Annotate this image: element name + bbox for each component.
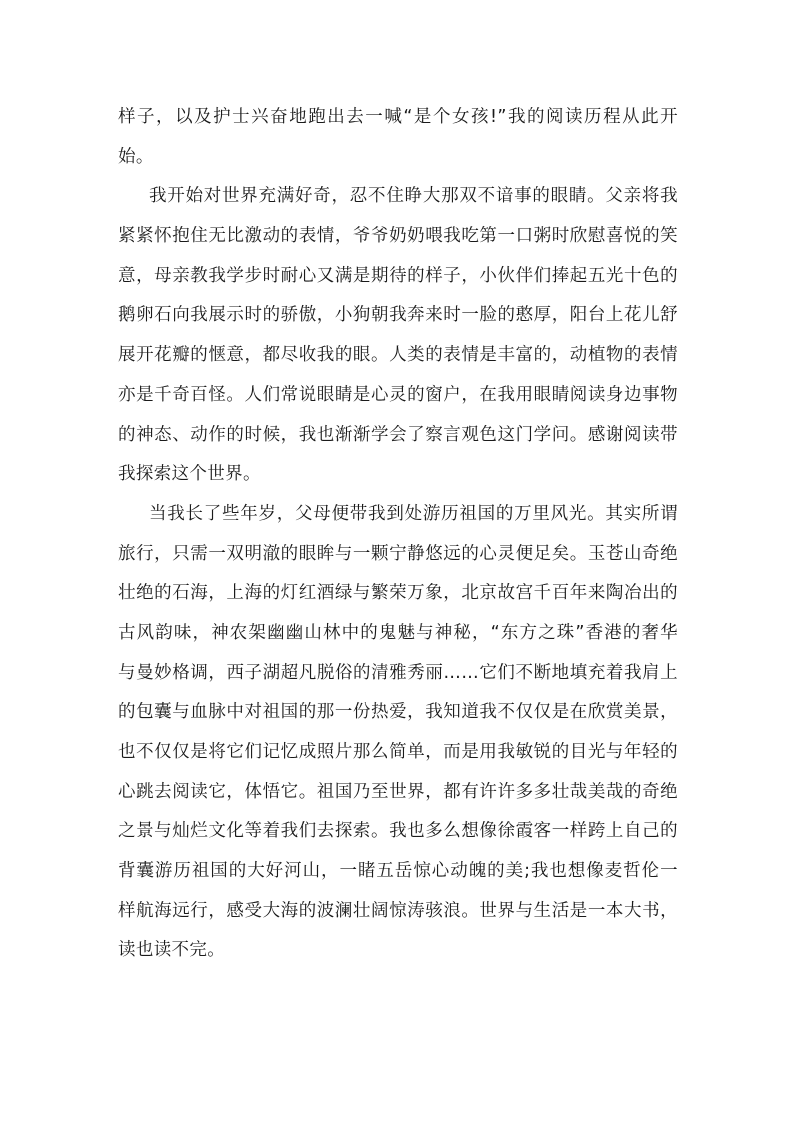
text-line: 展开花瓣的惬意，都尽收我的眼。人类的表情是丰富的，动植物的表情 xyxy=(118,345,678,366)
text-line: 壮绝的石海，上海的灯红酒绿与繁荣万象，北京故宫千百年来陶冶出的 xyxy=(118,583,678,604)
text-line: 读也读不完。 xyxy=(118,940,226,961)
text-line: 意，母亲教我学步时耐心又满是期待的样子，小伙伴们捧起五光十色的 xyxy=(118,265,678,286)
text-line: 样子，以及护士兴奋地跑出去一喊“是个女孩!”我的阅读历程从此开 xyxy=(118,107,678,127)
text-line: 我开始对世界充满好奇，忍不住睁大那双不谙事的眼睛。父亲将我 xyxy=(149,186,678,207)
text-line: 鹅卵石向我展示时的骄傲，小狗朝我奔来时一脸的憨厚，阳台上花儿舒 xyxy=(118,305,678,326)
text-line: 心跳去阅读它，体悟它。祖国乃至世界，都有许许多多壮哉美哉的奇绝 xyxy=(118,781,678,802)
text-line: 也不仅仅是将它们记忆成照片那么简单，而是用我敏锐的目光与年轻的 xyxy=(118,742,678,762)
text-line: 的包囊与血脉中对祖国的那一份热爱，我知道我不仅仅是在欣赏美景， xyxy=(118,702,678,723)
text-line: 亦是千奇百怪。人们常说眼睛是心灵的窗户，在我用眼睛阅读身边事物 xyxy=(118,384,678,405)
text-line: 古风韵味，神农架幽幽山林中的鬼魅与神秘，“东方之珠”香港的奢华 xyxy=(118,622,678,643)
text-line: 背囊游历祖国的大好河山，一睹五岳惊心动魄的美;我也想像麦哲伦一 xyxy=(118,861,678,882)
text-line: 的神态、动作的时候，我也渐渐学会了察言观色这门学问。感谢阅读带 xyxy=(118,424,678,445)
essay-body xyxy=(118,98,678,971)
text-line: 与曼妙格调，西子湖超凡脱俗的清雅秀丽……它们不断地填充着我肩上 xyxy=(118,662,678,683)
text-line: 始。 xyxy=(118,146,154,167)
text-line: 样航海远行，感受大海的波澜壮阔惊涛骇浪。世界与生活是一本大书， xyxy=(118,900,678,921)
text-line: 之景与灿烂文化等着我们去探索。我也多么想像徐霞客一样跨上自己的 xyxy=(118,821,678,842)
text-line: 当我长了些年岁，父母便带我到处游历祖国的万里风光。其实所谓 xyxy=(149,503,678,524)
text-line: 我探索这个世界。 xyxy=(118,464,261,485)
text-line: 紧紧怀抱住无比激动的表情，爷爷奶奶喂我吃第一口粥时欣慰喜悦的笑 xyxy=(118,226,678,247)
text-line: 旅行，只需一双明澈的眼眸与一颗宁静悠远的心灵便足矣。玉苍山奇绝 xyxy=(118,543,678,564)
